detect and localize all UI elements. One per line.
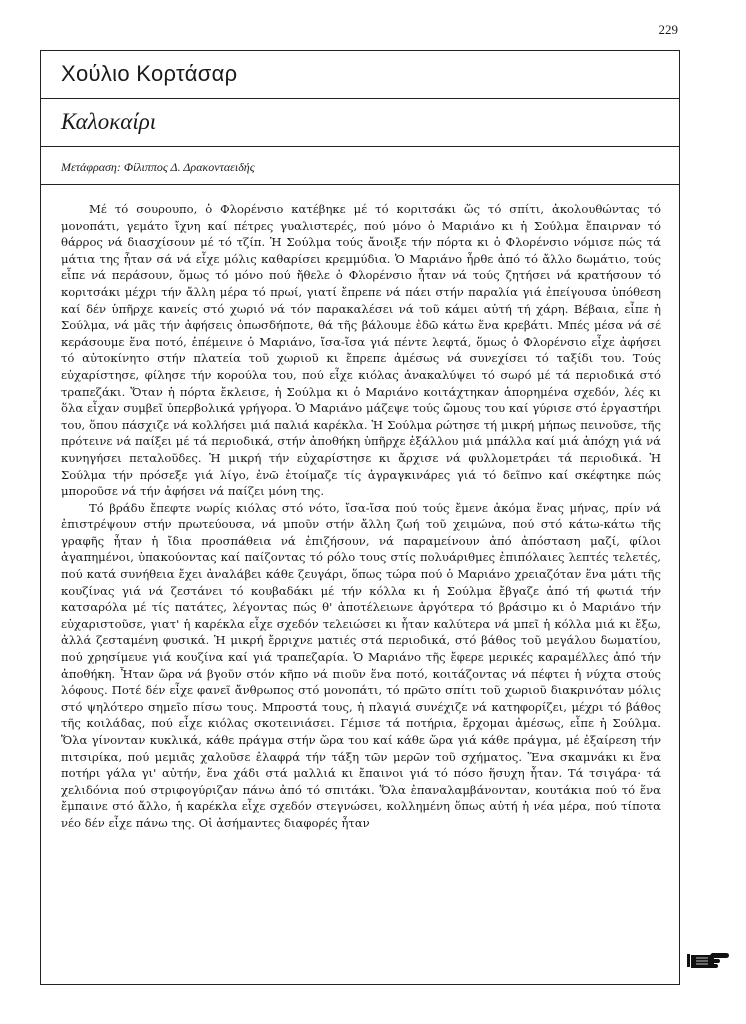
story-body — [61, 201, 661, 832]
story-title: Καλοκαίρι — [61, 109, 157, 134]
title-row — [41, 99, 679, 147]
author-row — [41, 51, 679, 99]
story-frame — [40, 50, 680, 985]
translator-credit: Μετάφραση: Φίλιππος Δ. Δρακονταειδής — [61, 160, 255, 174]
translator-row — [41, 147, 679, 185]
pointing-hand-icon — [686, 950, 730, 970]
page-number: 229 — [658, 22, 678, 37]
author-name: Χούλιο Κορτάσαρ — [61, 61, 238, 86]
paragraph-1: Μέ τό σουρουπο, ὁ Φλορένσιο κατέβηκε μέ τό κοριτσάκι ὥς τό σπίτι, ἀκολουθώντας τό μονοπάτι, γεμάτο ἴχνη καί πέτρες γυαλιστερές, πού μόνο ὁ Μαριάνο κι ἡ Σούλμα ἔπαιρναν τό θάρρος νά διασχίσουν μέ τό τζίπ. Ἡ Σούλμα τούς ἄνοιξε τήν πόρτα κι ὁ Φλορένσιο νόμισε πώς τά μάτια της ἦταν σά νά εἶχε μόλις καθαρίσει κρεμμύδια. Ὁ Μαριάνο ἦρθε ἀπό τό ἄλλο δωμάτιο, τούς εἶπε νά περάσουν, ὅμως τό μόνο πού ἤθελε ὁ Φλορένσιο ἦταν νά τούς ζητήσει νά κρατήσουν τό κοριτσάκι μέχρι τήν ἄλλη μέρα τό πρωί, γιατί ἔπρεπε νά πάει στήν παραλία γιά ἐπείγουσα ὑπόθεση καί δέν ὑπῆρχε κανείς στό χωριό νά τόν παρακαλέσει νά τοῦ κάμει αὐτή τή χάρη. Βέβαια, εἶπε ἡ Σούλμα, νά μᾶς τήν ἀφήσεις ὁπωσδήποτε, θά τῆς βάλουμε ἐδῶ κάτω ἕνα κρεβάτι. Μπές μέσα νά σέ κεράσουμε ἕνα ποτό, ἐπέμεινε ὁ Μαριάνο, ἴσα-ἴσα γιά πέντε λεφτά, ὅμως ὁ Φλορένσιο εἶχε ἀφήσει τό αὐτοκίνητο στήν πλατεία τοῦ χωριοῦ κι ἔπρεπε ἀμέσως νά συνεχίσει τό ταξίδι του. Τούς εὐχαρίστησε, φίλησε τήν κορούλα του, πού εἶχε κιόλας ἀνακαλύψει τό σωρό μέ τά περιοδικά στό τραπεζάκι. Ὅταν ἡ πόρτα ἔκλεισε, ἡ Σούλμα κι ὁ Μαριάνο κοιτάχτηκαν ἀπορημένα σχεδόν, λές κι ὅλα εἶχαν συμβεῖ ὑπερβολικά γρήγορα. Ὁ Μαριάνο μάζεψε τούς ὤμους του καί γύρισε στό ἐργαστήρι του, ὅπου πάσχιζε νά κολλήσει μιά παλιά καρέκλα. Ἡ Σούλμα ρώτησε τή μικρή μήπως πεινοῦσε, τῆς πρότεινε νά παίξει μέ τά περιοδικά, στήν ἀποθήκη ὑπῆρχε ἐξάλλου μιά μπάλλα καί μιά ἀπόχη γιά νά κυνηγήσει πεταλοῦδες. Ἡ μικρή τήν εὐχαρίστησε κι ἄρχισε νά φυλλομετράει τά περιοδικά. Ἡ Σούλμα τήν πρόσεξε γιά λίγο, ἐνῶ ἑτοίμαζε τίς ἀγραγκινάρες γιά τό δεῖπνο καί σκέφτηκε πώς μποροῦσε νά τήν ἀφήσει νά παίζει μόνη της. — [61, 202, 661, 499]
paragraph-2: Τό βράδυ ἔπεφτε νωρίς κιόλας στό νότο, ἴσα-ἴσα πού τούς ἔμενε ἀκόμα ἕνας μήνας, πρίν νά ἐπιστρέψουν στήν πρωτεύουσα, νά μποῦν στήν ἄλλη ζωή τοῦ χειμώνα, πού στό κάτω-κάτω τῆς γραφῆς ἦταν ἡ ἴδια προσπάθεια νά ἐπιζήσουν, νά παραμείνουν ἀπό ἀπόσταση μαζί, φίλοι ἀγαπημένοι, ὑπακούοντας καί παίζοντας τό ρόλο τους στίς πολυάριθμες ἐπιπόλαιες λεπτές τελετές, πού κατά συνήθεια ἔχει ἀναλάβει κάθε ζευγάρι, ὅπως τώρα πού ὁ Μαριάνο χρειαζόταν ἕνα μάτι τῆς κουζίνας γιά νά ζεστάνει τό κουβαδάκι μέ τήν κόλλα κι ἡ Σούλμα ἔβγαζε ἀπό τή φωτιά τήν κατσαρόλα μέ τίς πατάτες, λέγοντας πώς θ' ἀποτέλειωνε ἀργότερα τό βράσιμο κι ὁ Μαριάνο τήν εὐχαριστοῦσε, γιατ' ἡ καρέκλα εἶχε σχεδόν τελειώσει κι ἦταν καλύτερα νά μπεῖ ἡ κόλλα μιά κι ἔξω, ἀλλά ζεσταμένη φυσικά. Ἡ μικρή ἔρριχνε ματιές στά περιοδικά, στό βάθος τοῦ μεγάλου δωματίου, πού χρησίμευε γιά κουζίνα καί γιά τραπεζαρία. Ὁ Μαριάνο τῆς ἔφερε μερικές καραμέλλες ἀπό τήν ἀποθήκη. Ἦταν ὥρα νά βγοῦν στόν κῆπο νά πιοῦν ἕνα ποτό, κοιτάζοντας νά πέφτει ἡ νύχτα στούς λόφους. Ποτέ δέν εἶχε φανεῖ ἄνθρωπος στό μονοπάτι, τό πρῶτο σπίτι τοῦ χωριοῦ διακρινόταν μόλις στό ψηλότερο σημεῖο πίσω τους. Μπροστά τους, ἡ πλαγιά συνέχιζε νά κατηφορίζει, μέχρι τό βάθος τῆς κοιλάδας, πού εἶχε κιόλας σκοτεινιάσει. Γέμισε τά ποτήρια, ἔρχομαι ἀμέσως, εἶπε ἡ Σούλμα. Ὅλα γίνονταν κυκλικά, κάθε πράγμα στήν ὥρα του καί κάθε ὥρα γιά κάθε πράγμα, μέ ἐξαίρεση τήν πιτσιρίκα, πού μεμιᾶς χαλοῦσε ἐλαφρά τήν τάξη τῶν μερῶν τοῦ σχήματος. Ἕνα σκαμνάκι κι ἕνα ποτήρι γάλα γι' αὐτήν, ἕνα χάδι στά μαλλιά κι ἔπαινοι γιά τό πόσο ἥσυχη ἦταν. Τά τσιγάρα· τά χελιδόνια πού στριφογύριζαν πάνω ἀπό τό σπιτάκι. Ὅλα ἐπαναλαμβάνονταν, κουτάκια πού τό ἕνα ἔμπαινε στό ἄλλο, ἡ καρέκλα εἶχε σχεδόν στεγνώσει, κολλημένη ὅπως αὐτή ἡ νέα μέρα, πού τίποτα νέο δέν εἶχε πάνω της. Οἱ ἀσήμαντες διαφορές ἦταν — [61, 500, 661, 830]
